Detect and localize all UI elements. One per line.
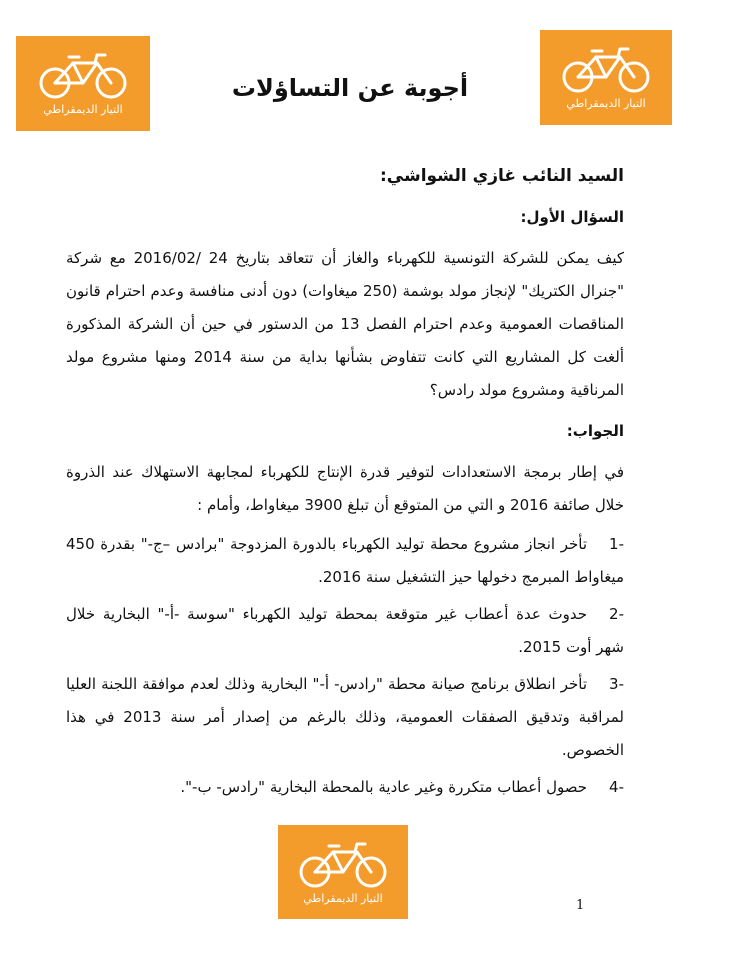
- logo-bottom: [278, 825, 408, 919]
- document-body: [66, 160, 624, 808]
- answer-heading: الجواب:: [566, 422, 624, 440]
- list-item-number: -3: [609, 675, 624, 693]
- list-item: [66, 771, 624, 804]
- list-item: [66, 598, 624, 664]
- logo-text: التيار الديمقراطي: [303, 891, 383, 905]
- bicycle-icon: [295, 840, 391, 890]
- logo-text: التيار الديمقراطي: [43, 103, 123, 116]
- question-text: كيف يمكن للشركة التونسية للكهرباء والغاز أن تتعاقد بتاريخ 24 /2016/02 مع شركة "جنرال الكتريك" لإنجاز مولد بوشمة (250 ميغاوات) دون أدنى منافسة وعدم احترام قانون المناقصات العمومية وعدم احترام الفصل 13 من الدستور في حين أن الشركة المذكورة ألغت كل المشاريع التي كانت تتفاوض بشأنها بداية من سنة 2014 ومنها مشروع مولد المرناقية ومشروع مولد رادس؟: [66, 249, 624, 399]
- list-item-text: حصول أعطاب متكررة وغير عادية بالمحطة البخارية "رادس- ب-".: [180, 778, 588, 796]
- logo-top-right: [540, 30, 672, 125]
- question-heading: السؤال الأول:: [520, 208, 624, 226]
- logo-text: التيار الديمقراطي: [566, 97, 646, 110]
- page-number: 1: [576, 898, 585, 913]
- list-item-number: -2: [609, 605, 624, 623]
- addressee-heading: السيد النائب غازي الشواشي:: [379, 166, 624, 186]
- page-title: أجوبة عن التساؤلات: [231, 74, 469, 102]
- logo-top-left: [16, 36, 150, 131]
- list-item: [66, 528, 624, 594]
- bicycle-icon: [558, 45, 654, 95]
- list-item-text: تأخر انطلاق برنامج صيانة محطة "رادس- أ-" البخارية وذلك لعدم موافقة اللجنة العليا لمراقبة وتدقيق الصفقات العمومية، وذلك بالرغم من إصدار أمر سنة 2013 في هذا الخصوص.: [66, 675, 624, 759]
- list-item-number: -4: [609, 778, 624, 796]
- list-item-number: -1: [609, 535, 624, 553]
- list-item: [66, 668, 624, 767]
- answer-intro: في إطار برمجة الاستعدادات لتوفير قدرة الإنتاج للكهرباء لمجابهة الاستهلاك عند الذروة خلال صائفة 2016 و التي من المتوقع أن تبلغ 3900 ميغاواط، وأمام :: [66, 463, 624, 514]
- list-item-text: حدوث عدة أعطاب غير متوقعة بمحطة توليد الكهرباء "سوسة -أ-" البخارية خلال شهر أوت 2015.: [66, 605, 624, 656]
- bicycle-icon: [35, 51, 131, 101]
- list-item-text: تأخر انجاز مشروع محطة توليد الكهرباء بالدورة المزدوجة "برادس –ج-" بقدرة 450 ميغاواط المبرمج دخولها حيز التشغيل سنة 2016.: [66, 535, 624, 586]
- answer-list: [66, 528, 624, 804]
